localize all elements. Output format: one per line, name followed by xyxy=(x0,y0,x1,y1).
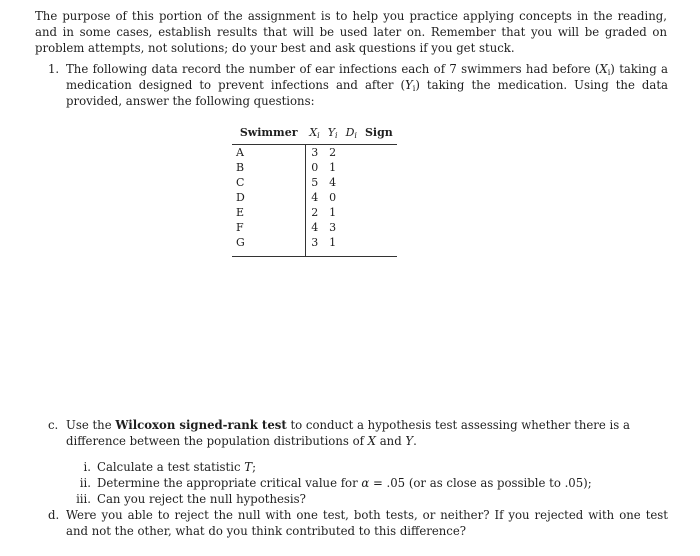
cell-y: 2 xyxy=(329,146,337,159)
var-y: Y xyxy=(405,78,413,92)
cell-d xyxy=(342,175,361,190)
cell-d xyxy=(342,160,361,175)
subitem-text: = .05 (or as close as possible to .05); xyxy=(369,476,592,490)
cell-swimmer: B xyxy=(232,160,305,175)
cell-x: 3 xyxy=(311,146,319,159)
header-y-var: Y xyxy=(327,125,335,139)
cell-y: 1 xyxy=(324,235,342,257)
subitem xyxy=(75,475,592,491)
header-sign: Sign xyxy=(364,125,393,139)
table-row xyxy=(232,145,397,161)
cell-d xyxy=(342,145,361,161)
question-1-number: 1. xyxy=(48,62,60,76)
q1-text-part: ) taking the medication. Using the data provided, answer the following questions: xyxy=(66,78,669,108)
question-d-text: Were you able to reject the null with one test, both tests, or neither? If you rejected with one test and not the other, what do you think contributed to this difference? xyxy=(66,508,668,538)
cell-swimmer: G xyxy=(232,235,305,257)
subitem-numeral: ii. xyxy=(79,476,91,490)
header-x xyxy=(305,122,323,145)
var-y: Y xyxy=(405,434,414,448)
table-row xyxy=(232,235,397,257)
header-y xyxy=(324,122,342,145)
question-c-subitems xyxy=(75,459,592,507)
cell-sign xyxy=(361,175,397,190)
q1-text-part: ) taking a medication designed to prevent infections and after ( xyxy=(66,62,669,92)
subitem xyxy=(75,459,592,475)
table-row xyxy=(232,160,397,175)
cell-sign xyxy=(361,190,397,205)
cell-sign xyxy=(361,205,397,220)
question-1-text xyxy=(66,61,668,109)
subitem-text: ; xyxy=(252,460,257,474)
subscript-i: i xyxy=(412,84,416,93)
qc-bold-term: Wilcoxon signed-rank test xyxy=(115,418,287,432)
subitem-text: Determine the appropriate critical value for xyxy=(97,476,362,490)
swimmer-data-table xyxy=(232,122,397,257)
subscript-i: i xyxy=(607,68,611,77)
cell-swimmer: A xyxy=(232,145,305,161)
cell-sign xyxy=(361,145,397,161)
cell-x: 3 xyxy=(305,235,323,257)
subitem-text: Calculate a test statistic xyxy=(97,460,245,474)
table-row xyxy=(232,175,397,190)
qc-text-part: and xyxy=(376,434,406,448)
cell-x: 4 xyxy=(311,221,319,234)
cell-x: 4 xyxy=(311,191,319,204)
cell-d xyxy=(342,205,361,220)
q1-text-part: The following data record the number of ear infections each of 7 swimmers had before ( xyxy=(66,62,600,76)
qc-text-part: to conduct a hypothesis test assessing whether there is a difference between the population distributions of xyxy=(66,418,630,448)
cell-swimmer: E xyxy=(232,205,305,220)
cell-y: 0 xyxy=(329,191,337,204)
header-x-var: X xyxy=(309,125,318,139)
cell-sign xyxy=(361,160,397,175)
cell-y: 4 xyxy=(329,176,337,189)
cell-sign xyxy=(361,235,397,257)
subitem xyxy=(75,491,592,507)
cell-d xyxy=(342,190,361,205)
header-d xyxy=(342,122,361,145)
subscript-i: i xyxy=(317,130,320,140)
cell-y: 1 xyxy=(329,206,337,219)
var-alpha: α xyxy=(361,476,370,490)
var-x: X xyxy=(599,62,608,76)
table-row xyxy=(232,220,397,235)
cell-y: 1 xyxy=(329,161,337,174)
subitem-text: Can you reject the null hypothesis? xyxy=(97,492,306,506)
cell-x: 0 xyxy=(311,161,319,174)
table-row xyxy=(232,205,397,220)
subscript-i: i xyxy=(335,130,338,140)
header-swimmer: Swimmer xyxy=(239,125,298,139)
var-t: T xyxy=(244,460,253,474)
cell-d xyxy=(342,235,361,257)
cell-x: 5 xyxy=(311,176,319,189)
var-x: X xyxy=(367,434,376,448)
cell-swimmer: C xyxy=(232,175,305,190)
cell-y: 3 xyxy=(329,221,337,234)
cell-x: 2 xyxy=(311,206,319,219)
subitem-numeral: iii. xyxy=(76,492,91,506)
table-header-row xyxy=(232,122,397,145)
qc-text-part: Use the xyxy=(66,418,116,432)
cell-swimmer: D xyxy=(232,190,305,205)
question-c-text xyxy=(66,417,668,449)
question-d-label: d. xyxy=(48,508,60,522)
intro-paragraph: The purpose of this portion of the assignment is to help you practice applying concepts in the reading, and in some cases, establish results that will be used later on. Remember that you will be graded on problem attempts, not solutions; do your best and ask questions if you get stuck. xyxy=(35,9,667,55)
cell-sign xyxy=(361,220,397,235)
header-d-var: D xyxy=(345,125,355,139)
table-row xyxy=(232,190,397,205)
cell-swimmer: F xyxy=(232,220,305,235)
subscript-i: i xyxy=(354,130,357,140)
cell-d xyxy=(342,220,361,235)
question-c-label: c. xyxy=(48,418,59,432)
subitem-numeral: i. xyxy=(83,460,91,474)
qc-text-part: . xyxy=(413,434,417,448)
